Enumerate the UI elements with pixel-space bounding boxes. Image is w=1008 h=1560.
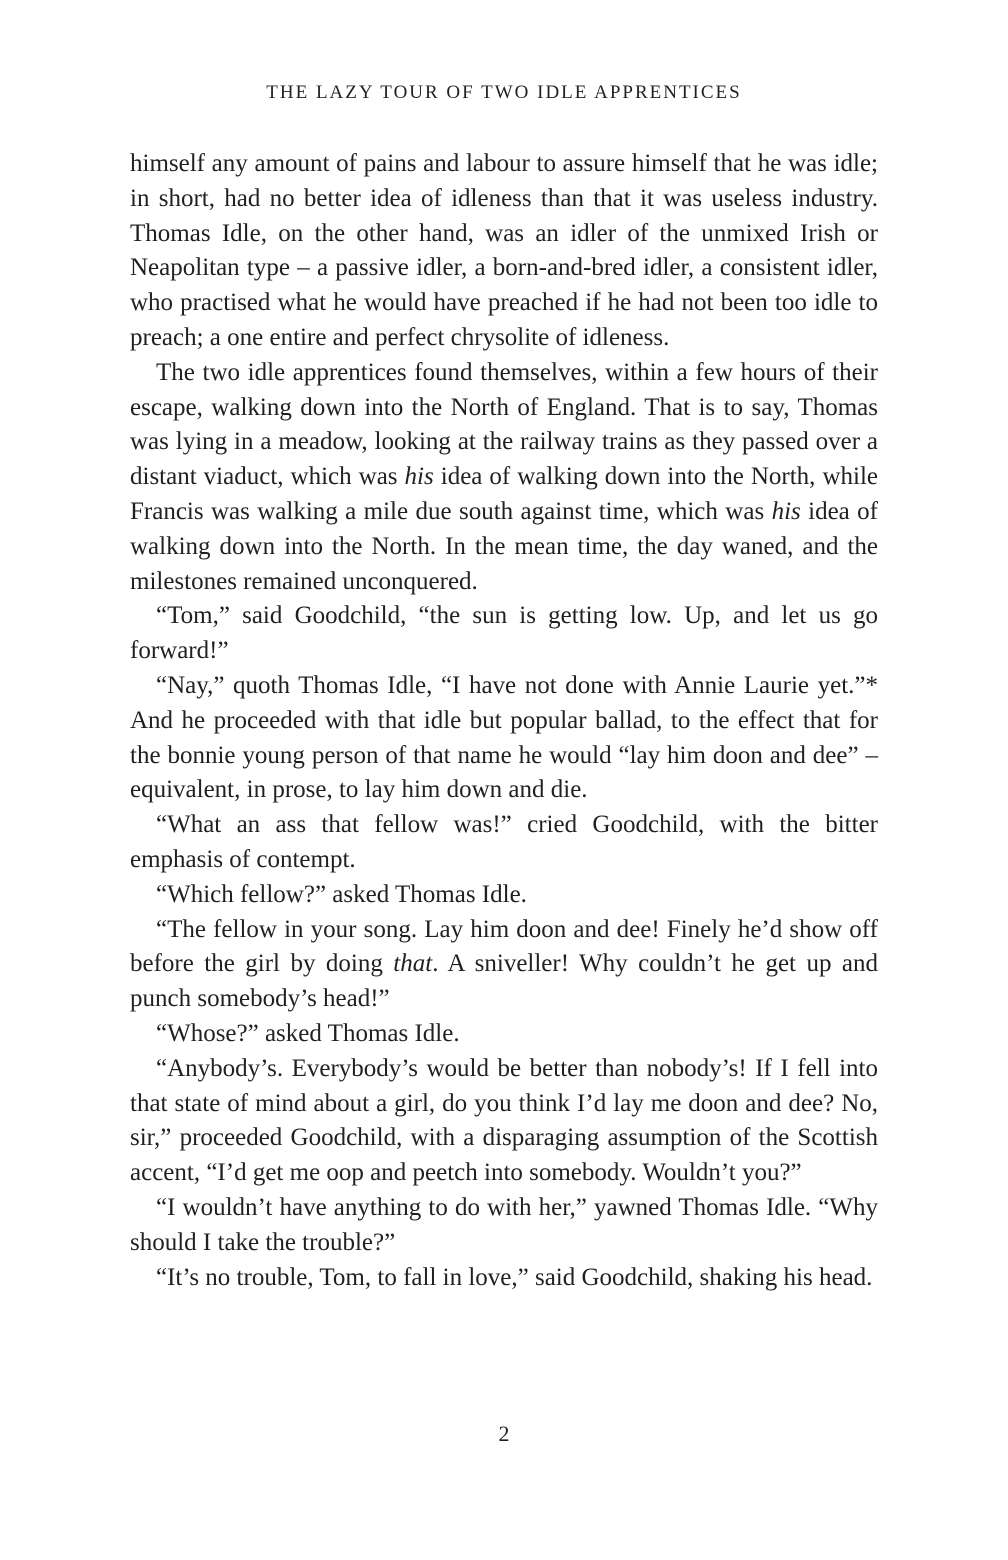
paragraph-1: himself any amount of pains and labour to assure himself that he was idle; in short, had no better idea of idleness than that it was useless industry. Thomas Idle, on the other hand, was an idler of the unmixed Irish or Neapolitan type – a passive idler, a born-and-bred idler, a consistent idler, who practised what he would have preached if he had not been too idle to preach; a one entire and perfect chrysolite of idleness. — [130, 150, 878, 351]
paragraph-3: “Tom,” said Goodchild, “the sun is getting low. Up, and let us go forward!” — [130, 602, 878, 665]
paragraph-6: “Which fellow?” asked Thomas Idle. — [156, 880, 527, 908]
paragraph-7 — [130, 913, 878, 1017]
paragraph-7-part-2: . A sniveller! Why couldn’t he get up and punch somebody’s head!” — [130, 950, 878, 1013]
paragraph-11: “It’s no trouble, Tom, to fall in love,” said Goodchild, shaking his head. — [156, 1263, 873, 1291]
paragraph-7-part-1: “The fellow in your song. Lay him doon and dee! Finely he’d show off before the girl by doing — [130, 915, 878, 978]
paragraph-5: “What an ass that fellow was!” cried Goodchild, with the bitter emphasis of contempt. — [130, 811, 878, 873]
body-text — [130, 147, 878, 1295]
paragraph-9: “Anybody’s. Everybody’s would be better than nobody’s! If I fell into that state of mind about a girl, do you think I’d lay me doon and dee? No, sir,” proceeded Goodchild, with a disparaging assumption of the Scottish accent, “I’d get me oop and peetch into somebody. Wouldn’t you?” — [130, 1054, 878, 1187]
paragraph-8: “Whose?” asked Thomas Idle. — [156, 1019, 460, 1047]
running-head: THE LAZY TOUR OF TWO IDLE APPRENTICES — [266, 82, 742, 103]
paragraph-2-part-2: idea of walking down into the North, while Francis was walking a mile due south against time, which was — [130, 463, 878, 525]
paragraph-2-italic-his-1: his — [404, 463, 434, 491]
paragraph-2-part-1: The two idle apprentices found themselves, within a few hours of their escape, walking down into the North of England. That is to say, Thomas was lying in a meadow, looking at the railway trains as they passed over a distant viaduct, which was — [130, 358, 878, 491]
paragraph-2-part-3: idea of walking down into the North. In the mean time, the day waned, and the milestones remained unconquered. — [130, 497, 878, 595]
paragraph-2 — [130, 356, 878, 600]
paragraph-10: “I wouldn’t have anything to do with her,” yawned Thomas Idle. “Why should I take the trouble?” — [130, 1193, 878, 1256]
page-number: 2 — [498, 1421, 510, 1446]
paragraph-7-italic-that: that — [393, 950, 433, 978]
paragraph-4: “Nay,” quoth Thomas Idle, “I have not done with Annie Laurie yet.”* And he proceeded with that idle but popular ballad, to the effect that for the bonnie young person of that name he would “lay him doon and dee” – equivalent, in prose, to lay him down and die. — [130, 671, 878, 804]
paragraph-2-italic-his-2: his — [771, 497, 801, 525]
